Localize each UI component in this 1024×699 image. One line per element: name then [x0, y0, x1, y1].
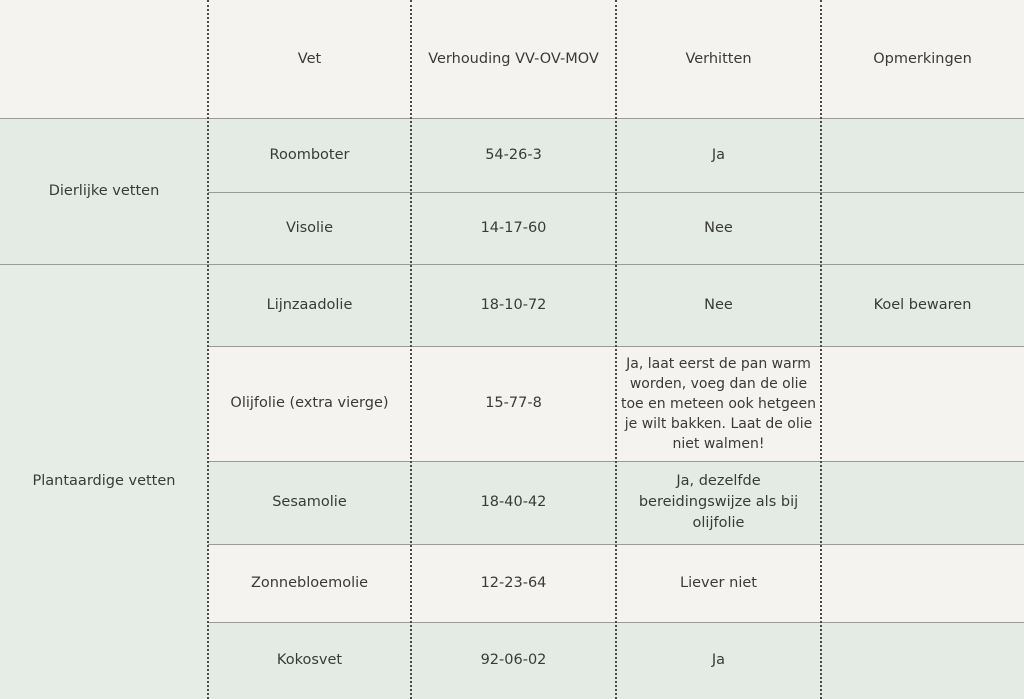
table-row-verhouding: 12-23-64	[480, 574, 547, 591]
table-row-verhitten: Ja, dezelfde bereidingswijze als bij olijfolie	[638, 473, 799, 531]
table-row-verhouding: 54-26-3	[485, 146, 542, 163]
table-row-vet: Sesamolie	[272, 494, 347, 510]
table-row-opmerkingen	[821, 192, 1024, 264]
table-row-opmerkingen: Koel bewaren	[873, 296, 972, 313]
table-row-verhouding: 92-06-02	[480, 652, 547, 668]
header-vet: Vet	[297, 50, 322, 67]
table-row-vet: Visolie	[285, 219, 334, 236]
group-label-dierlijk: Dierlijke vetten	[48, 182, 160, 199]
table-row-verhouding: 14-17-60	[480, 219, 547, 236]
group-label-plantaardig: Plantaardige vetten	[32, 473, 176, 489]
header-empty-cell	[0, 0, 208, 118]
table-row-vet: Olijfolie (extra vierge)	[230, 395, 389, 411]
table-row-vet: Kokosvet	[276, 652, 343, 668]
header-opmerkingen: Opmerkingen	[873, 50, 972, 67]
table-row-vet: Zonnebloemolie	[250, 574, 369, 591]
table-row-opmerkingen	[821, 346, 1024, 461]
table-row-verhouding: 15-77-8	[485, 395, 542, 411]
table-row-verhitten: Ja	[711, 652, 726, 668]
table-row-verhouding: 18-10-72	[480, 296, 547, 313]
table-row-verhouding: 18-40-42	[480, 494, 547, 510]
table-row-verhitten: Liever niet	[680, 574, 757, 591]
header-verhitten: Verhitten	[685, 50, 752, 67]
table-row-verhitten: Ja, laat eerst de pan warm worden, voeg dan de olie toe en meteen ook hetgeen je wilt bakken. Laat de olie niet walmen!	[621, 355, 816, 452]
table-row-verhitten: Ja	[711, 146, 726, 163]
table-row-opmerkingen	[821, 622, 1024, 699]
table-row-vet: Lijnzaadolie	[266, 296, 353, 313]
table-row-opmerkingen	[821, 461, 1024, 544]
table-row-vet: Roomboter	[269, 146, 350, 163]
header-verhouding: Verhouding VV-OV-MOV	[428, 50, 599, 67]
table-row-verhitten: Nee	[704, 296, 733, 313]
table-row-opmerkingen	[821, 118, 1024, 192]
table-row-verhitten: Nee	[704, 219, 733, 236]
table-row-opmerkingen	[821, 544, 1024, 622]
